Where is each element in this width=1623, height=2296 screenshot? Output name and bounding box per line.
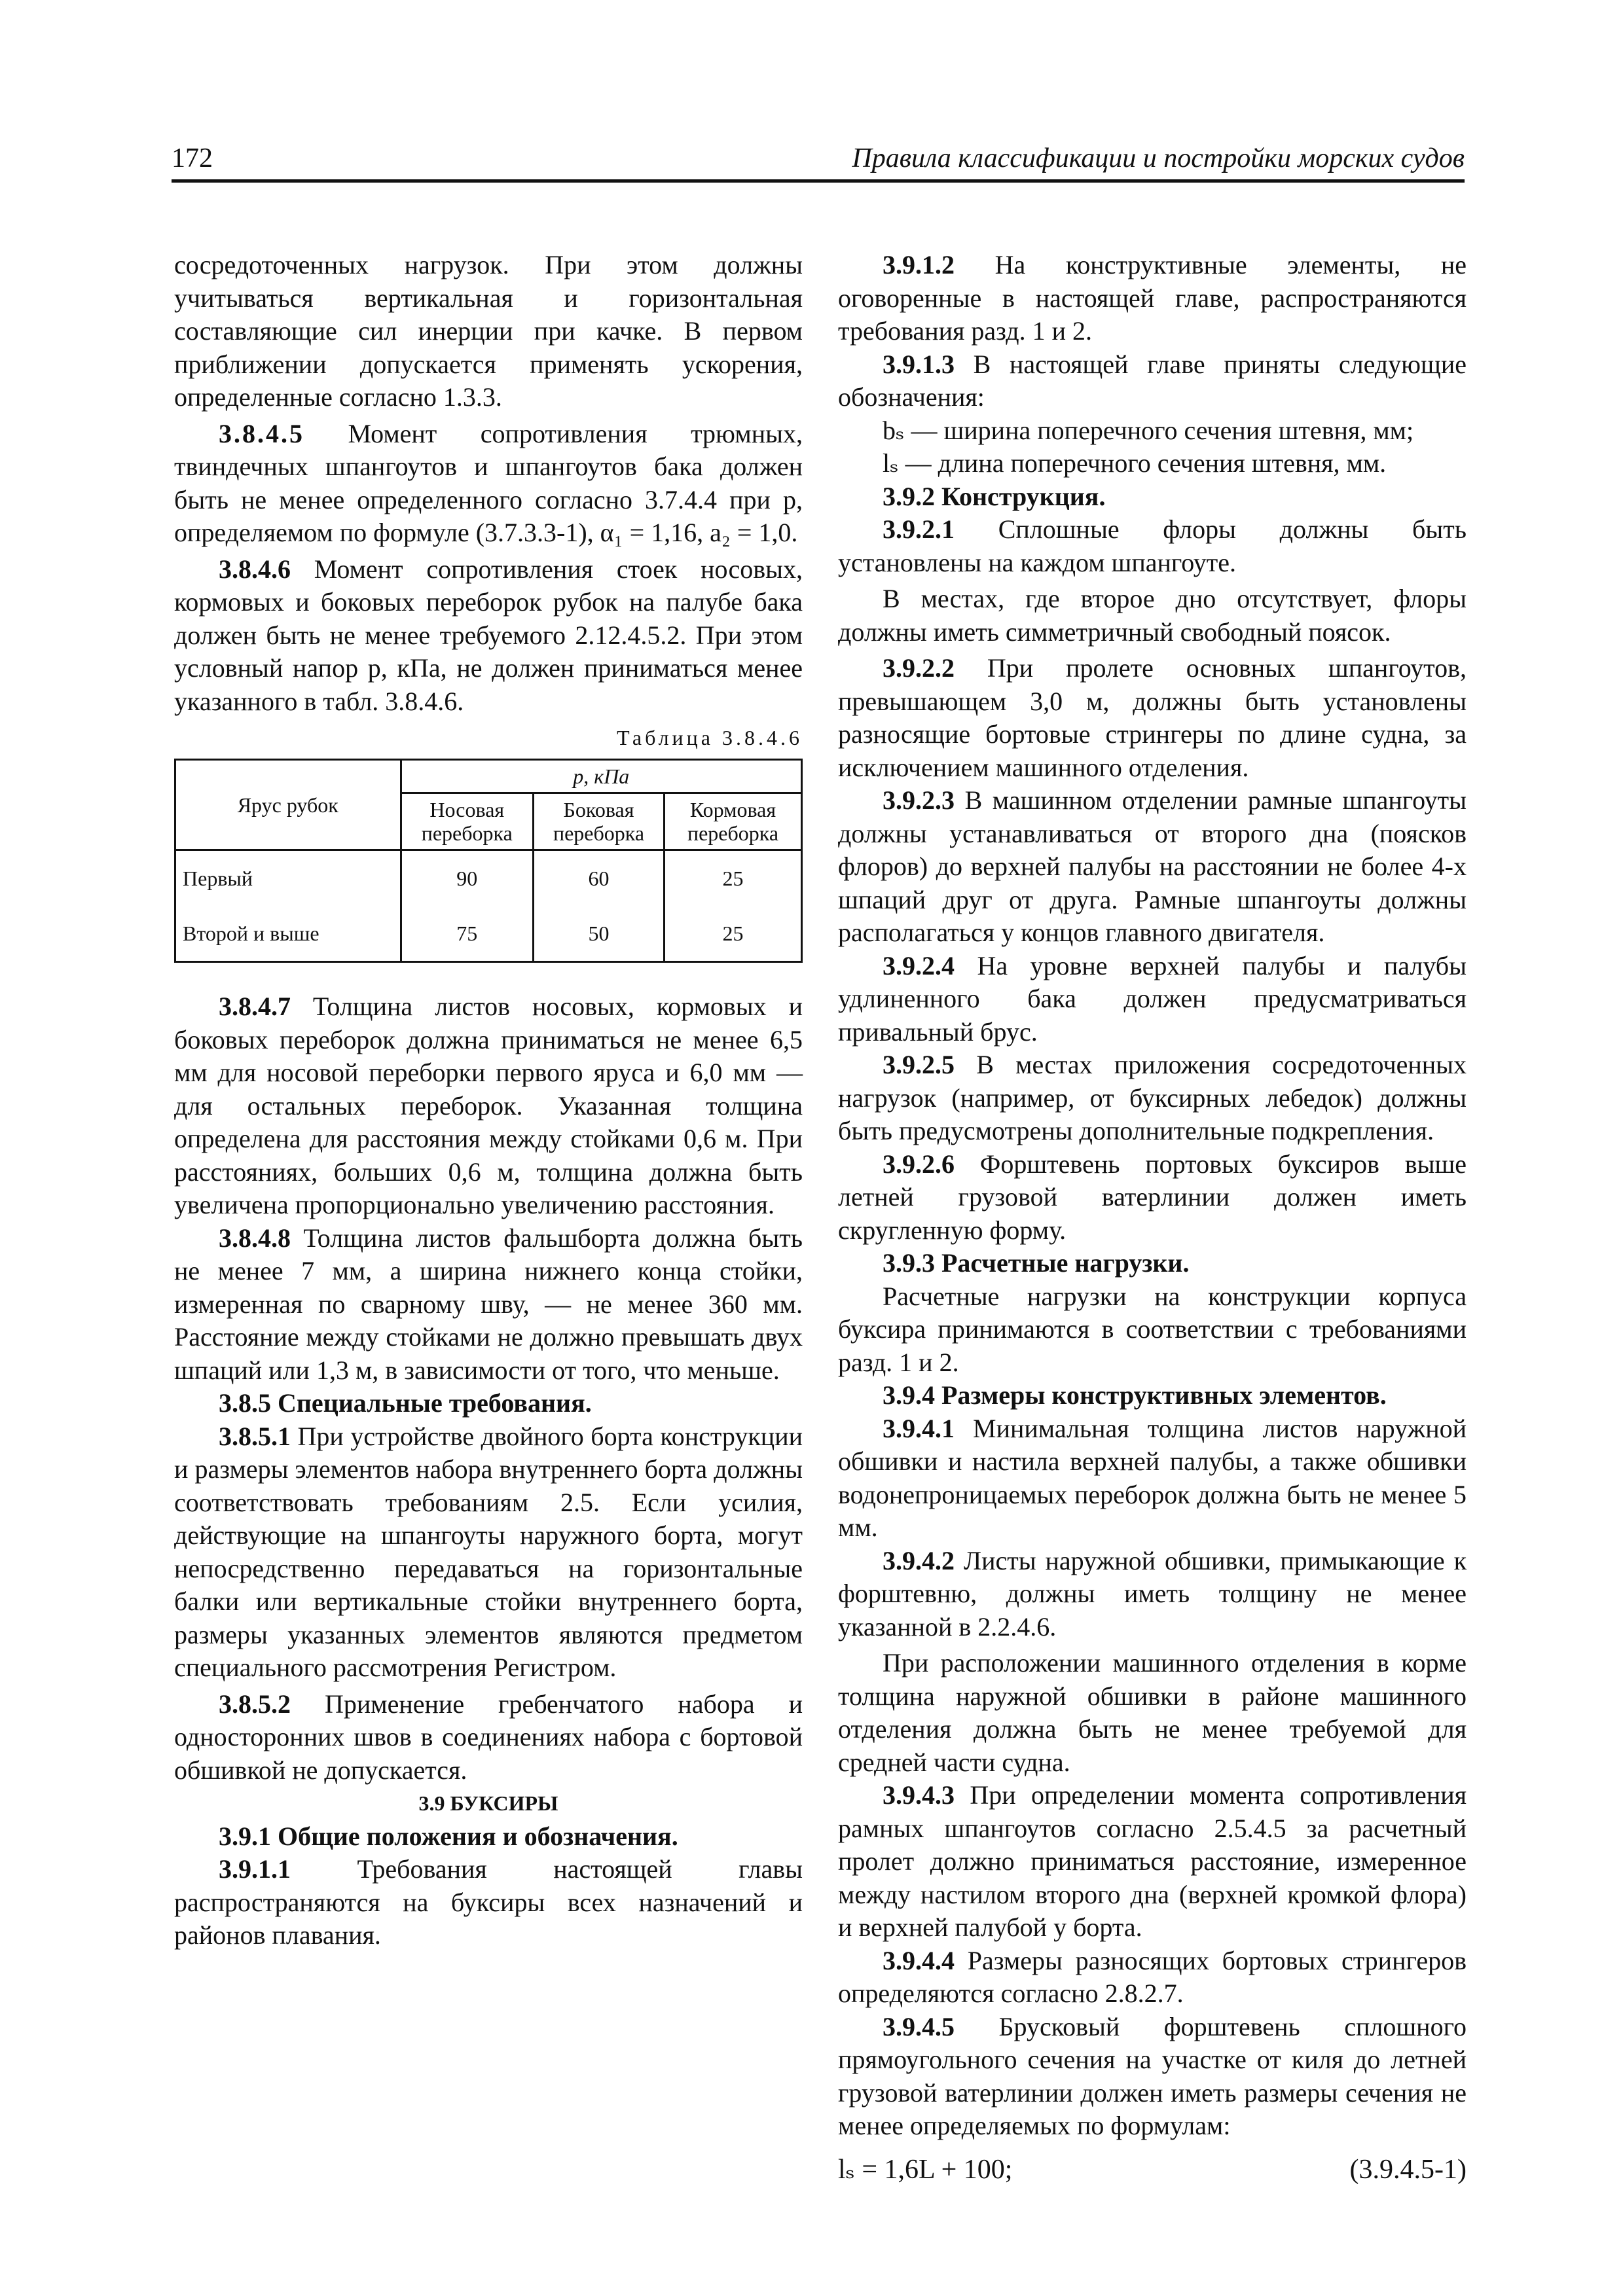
paragraph-3-8-4-8 [174,1222,803,1388]
table-cell: 50 [534,906,665,962]
formula-number: (3.9.4.5-1) [1349,2154,1467,2185]
paragraph-text: Брусковый форштевень сплошного прямоугольного сечения на участке от киля до летней грузовой ватерлинии должен иметь размеры сечения не менее определяемых по формулам: [838,2011,1467,2140]
paragraph-3-9-2-3 [838,784,1467,950]
paragraph-text: Толщина листов фальшборта должна быть не менее 7 мм, а ширина нижнего конца стойки, измеренная по сварному шву, — не менее 360 мм. Расстояние между стойками не должно превышать двух шпаций или 1,3 м, в зависимости от того, что меньше. [174,1223,803,1385]
clause-number: 3.9.4.2 [883,1545,955,1575]
paragraph-3-8-4-7 [174,990,803,1222]
formula-3-9-4-5-1 [838,2153,1467,2187]
clause-number: 3.8.4.6 [219,554,291,584]
clause-number: 3.9.1.2 [883,250,955,279]
paragraph-3-8-5-1 [174,1420,803,1685]
page-number: 172 [172,143,213,173]
paragraph-text: Форштевень портовых буксиров выше летней грузовой ватерлинии должен иметь скругленную форму. [838,1149,1467,1245]
right-column [838,249,1467,2186]
clause-number: 3.8.5.2 [219,1689,291,1719]
paragraph: При расположении машинного отделения в корме толщина наружной обшивки в районе машинного отделения должна быть не менее требуемой для средней части судна. [838,1648,1467,1777]
page-header [172,143,1465,183]
clause-number: 3.8.4.8 [219,1223,291,1253]
paragraph-3-9-1-1 [174,1853,803,1952]
paragraph-text: Минимальная толщина листов наружной обшивки и настила верхней палубы, а также обшивки водонепроницаемых переборок должна быть не менее 5 мм. [838,1413,1467,1542]
definition-bs: bₛ — ширина поперечного сечения штевня, мм; [883,415,1414,445]
table-row [175,906,802,962]
paragraph-text: Размеры разносящих бортовых стрингеров определяются согласно 2.8.2.7. [838,1945,1467,2008]
table-header-pressure: p, кПа [401,760,801,793]
table-subheader: Кормовая переборка [664,793,801,850]
paragraph-text: Листы наружной обшивки, примыкающие к форштевню, должны иметь толщину не менее указанной в 2.2.4.6. [838,1545,1467,1641]
paragraph-3-9-2-4 [838,950,1467,1049]
paragraph: сосредоточенных нагрузок. При этом должны учитываться вертикальная и горизонтальная составляющие сил инерции при качке. В первом приближении допускается применять ускорения, определенные согласно 1.3.3. [174,250,803,412]
paragraph-3-9-2-2 [838,652,1467,784]
clause-number: 3.9.2.5 [883,1050,955,1079]
table-cell: 75 [401,906,533,962]
clause-number: 3.8.4.7 [219,992,291,1021]
paragraph-text: При определении момента сопротивления рамных шпангоутов согласно 2.5.4.5 за расчетный пролет должно приниматься расстояние, измеренное между настилом второго дна (верхней кромкой флора) и верхней палубой у борта. [838,1780,1467,1942]
clause-number: 3.9.2.3 [883,785,955,815]
table-row [175,850,802,906]
clause-number: 3.9.2.6 [883,1149,955,1179]
paragraph: В местах, где второе дно отсутствует, флоры должны иметь симметричный свободный поясок. [838,584,1467,647]
paragraph-text: Требования настоящей главы распространяются на буксиры всех назначений и районов плавания. [174,1854,803,1950]
paragraph-text: При пролете основных шпангоутов, превышающем 3,0 м, должны быть установлены разносящие бортовые стрингеры по длине судна, за исключением машинного отделения. [838,653,1467,782]
paragraph-3-9-1-2 [838,249,1467,348]
clause-number: 3.9.1.1 [219,1854,291,1884]
clause-number: 3.9.4.3 [883,1780,955,1810]
paragraph-3-9-4-5 [838,2011,1467,2143]
clause-number: 3.9.1.3 [883,349,955,379]
heading-3-9-1: 3.9.1 Общие положения и обозначения. [219,1821,678,1851]
paragraph-3-9-2-1 [838,513,1467,579]
table-cell: 25 [664,850,801,906]
paragraph: Расчетные нагрузки на конструкции корпуса буксира принимаются в соответствии с требованиями разд. 1 и 2. [838,1281,1467,1377]
clause-number: 3.9.4.5 [883,2011,955,2041]
heading-3-9-4: 3.9.4 Размеры конструктивных элементов. [883,1380,1387,1410]
heading-3-9-3: 3.9.3 Расчетные нагрузки. [883,1248,1190,1278]
table-cell: 90 [401,850,533,906]
clause-number: 3.9.4.4 [883,1945,955,1975]
paragraph-3-9-1-3 [838,348,1467,414]
paragraph-text: Момент сопротивления стоек носовых, кормовых и боковых переборок рубок на палубе бака должен быть не менее требуемого 2.12.4.5.2. При этом условный напор p, кПа, не должен приниматься менее указанного в табл. 3.8.4.6. [174,554,803,716]
paragraph-text: В настоящей главе приняты следующие обозначения: [838,349,1467,412]
paragraph-3-9-4-2 [838,1545,1467,1644]
paragraph-text: В местах приложения сосредоточенных нагрузок (например, от буксирных лебедок) должны быть предусмотрены дополнительные подкрепления. [838,1050,1467,1145]
paragraph-3-8-5-2 [174,1688,803,1787]
heading-3-8-5: 3.8.5 Специальные требования. [219,1388,592,1418]
paragraph-text: На конструктивные элементы, не оговоренные в настоящей главе, распространяются требования разд. 1 и 2. [838,250,1467,346]
formula-expression: lₛ = 1,6L + 100; [838,2154,1013,2185]
paragraph-text: Сплошные флоры должны быть установлены на каждом шпангоуте. [838,514,1467,577]
paragraph-3-9-2-5 [838,1049,1467,1148]
table-cell: 60 [534,850,665,906]
paragraph-3-9-2-6 [838,1148,1467,1247]
clause-number: 3.8.4.5 [219,418,304,448]
running-title: Правила классификации и постройки морских судов [852,143,1465,173]
paragraph-3-9-4-4 [838,1945,1467,2011]
clause-number: 3.8.5.1 [219,1421,291,1451]
table-subheader: Носовая переборка [401,793,533,850]
paragraph-3-9-4-3 [838,1779,1467,1945]
table-caption: Таблица 3.8.4.6 [617,726,803,749]
table-cell: 25 [664,906,801,962]
paragraph-text: Толщина листов носовых, кормовых и боковых переборок должна приниматься не менее 6,5 мм для носовой переборки первого яруса и 6,0 мм — для остальных переборок. Указанная толщина определена для расстояния между стойками 0,6 м. При расстояниях, больших 0,6 м, толщина должна быть увеличена пропорционально увеличению расстояния. [174,992,803,1219]
section-title: 3.9 БУКСИРЫ [418,1791,558,1815]
paragraph-text: Применение гребенчатого набора и односторонних швов в соединениях набора с бортовой обшивкой не допускается. [174,1689,803,1785]
heading-3-9-2: 3.9.2 Конструкция. [883,481,1106,511]
clause-number: 3.9.2.2 [883,653,955,683]
paragraph-3-8-4-5 [174,418,803,550]
paragraph-text: На уровне верхней палубы и палубы удлиненного бака должен предусматриваться привальный брус. [838,950,1467,1047]
table-header-tier: Ярус рубок [175,760,401,850]
clause-number: 3.9.2.4 [883,950,955,980]
paragraph-text: В машинном отделении рамные шпангоуты должны устанавливаться от второго дна (поясков флоров) до верхней палубы на расстоянии не более 4-х шпаций друг от друга. Рамные шпангоуты должны располагаться у концов главного двигателя. [838,785,1467,947]
paragraph-3-9-4-1 [838,1412,1467,1545]
paragraph-3-8-4-6 [174,553,803,719]
data-table [174,759,803,963]
clause-number: 3.9.2.1 [883,514,955,544]
clause-number: 3.9.4.1 [883,1413,955,1443]
definition-ls: lₛ — длина поперечного сечения штевня, мм. [883,448,1387,478]
table-subheader: Боковая переборка [534,793,665,850]
paragraph-text: При устройстве двойного борта конструкции и размеры элементов набора внутреннего борта должны соответствовать требованиям 2.5. Если усилия, действующие на шпангоуты наружного борта, могут непосредственно передаваться на горизонтальные балки или вертикальные стойки внутреннего борта, размеры указанных элементов являются предметом специального рассмотрения Регистром. [174,1421,803,1682]
table-cell-label: Второй и выше [175,906,401,962]
left-column [174,249,803,1952]
paragraph-text: Момент сопротивления трюмных, твиндечных шпангоутов и шпангоутов бака должен быть не менее определенного согласно 3.7.4.4 при p, определяемом по формуле (3.7.3.3-1), α₁ = 1,16, a₂ = 1,0. [174,418,803,547]
table-cell-label: Первый [175,850,401,906]
